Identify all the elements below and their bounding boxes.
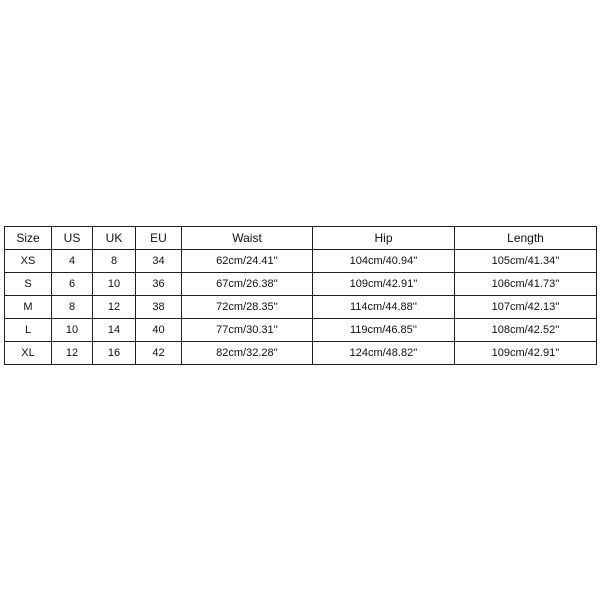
header-hip: Hip [313,227,455,250]
table-row [5,296,597,319]
table-row [5,342,597,365]
table-row [5,273,597,296]
cell-size: XL [5,342,52,365]
table-header-row [5,227,597,250]
cell-waist: 72cm/28.35'' [182,296,313,319]
table-row [5,250,597,273]
cell-size: M [5,296,52,319]
cell-length: 105cm/41.34'' [455,250,597,273]
cell-eu: 38 [136,296,182,319]
cell-us: 6 [52,273,93,296]
cell-uk: 8 [93,250,136,273]
cell-us: 12 [52,342,93,365]
cell-length: 107cm/42.13'' [455,296,597,319]
header-size: Size [5,227,52,250]
cell-hip: 114cm/44.88'' [313,296,455,319]
cell-eu: 34 [136,250,182,273]
cell-waist: 82cm/32.28'' [182,342,313,365]
cell-uk: 10 [93,273,136,296]
cell-eu: 40 [136,319,182,342]
cell-hip: 109cm/42.91'' [313,273,455,296]
cell-size: S [5,273,52,296]
cell-eu: 42 [136,342,182,365]
cell-uk: 16 [93,342,136,365]
cell-waist: 67cm/26.38'' [182,273,313,296]
header-uk: UK [93,227,136,250]
cell-hip: 124cm/48.82'' [313,342,455,365]
cell-uk: 14 [93,319,136,342]
size-chart-table [4,226,597,365]
cell-us: 10 [52,319,93,342]
cell-waist: 62cm/24.41'' [182,250,313,273]
cell-us: 4 [52,250,93,273]
table-row [5,319,597,342]
cell-us: 8 [52,296,93,319]
header-us: US [52,227,93,250]
header-waist: Waist [182,227,313,250]
header-length: Length [455,227,597,250]
cell-eu: 36 [136,273,182,296]
cell-waist: 77cm/30.31'' [182,319,313,342]
cell-hip: 119cm/46.85'' [313,319,455,342]
cell-length: 108cm/42.52'' [455,319,597,342]
cell-length: 109cm/42.91'' [455,342,597,365]
cell-length: 106cm/41.73'' [455,273,597,296]
cell-size: XS [5,250,52,273]
header-eu: EU [136,227,182,250]
cell-uk: 12 [93,296,136,319]
cell-hip: 104cm/40.94'' [313,250,455,273]
cell-size: L [5,319,52,342]
